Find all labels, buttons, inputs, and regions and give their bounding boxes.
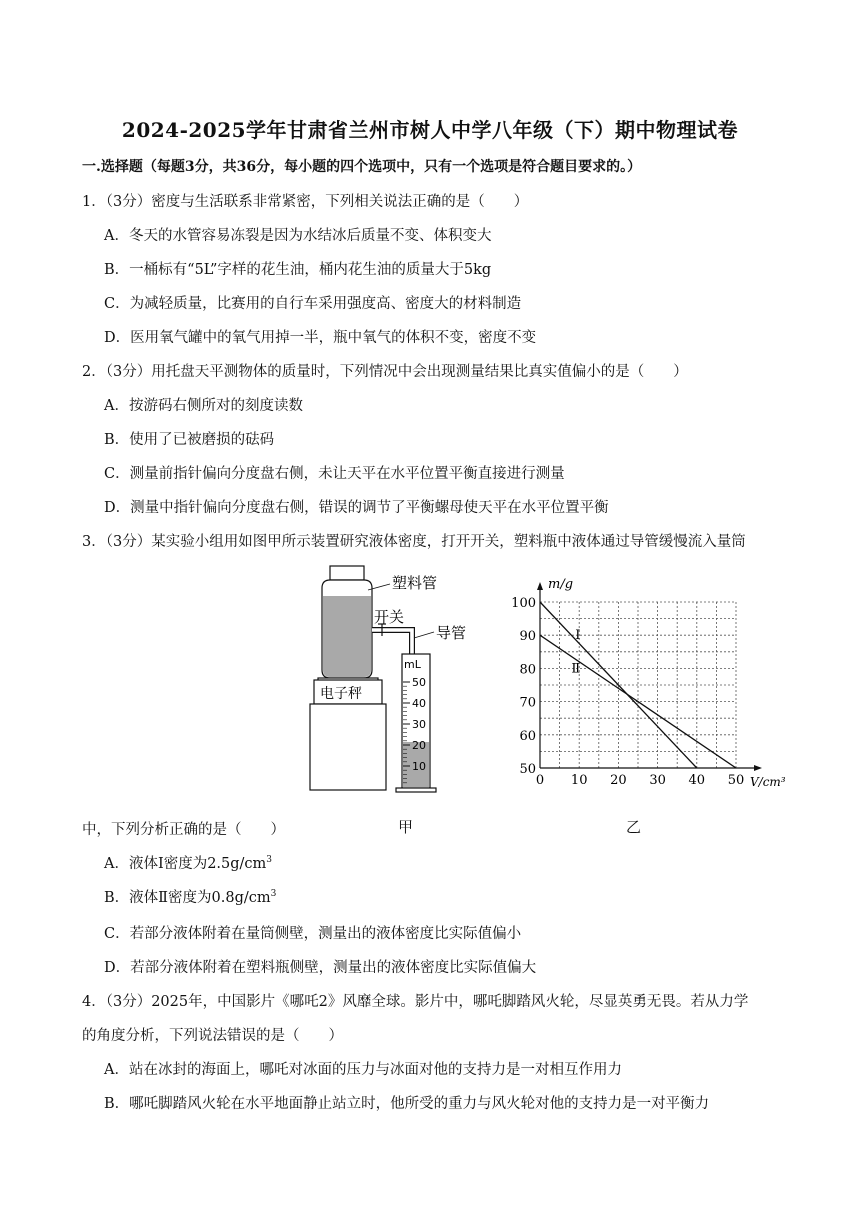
q2-option-d: D．测量中指针偏向分度盘右侧，错误的调节了平衡螺母使天平在水平位置平衡 [104, 500, 609, 516]
page-title: 2024-2025学年甘肃省兰州市树人中学八年级（下）期中物理试卷 [121, 118, 739, 142]
q4-option-a: A．站在冰封的海面上，哪吒对冰面的压力与冰面对他的支持力是一对相互作用力 [104, 1062, 622, 1078]
bottle-neck [330, 566, 364, 580]
caption-jia: 甲 [398, 818, 414, 836]
series-label-2: Ⅱ [571, 661, 581, 677]
x-axis-label: V/cm³ [750, 775, 786, 789]
q2-option-c: C．测量前指针偏向分度盘右侧，未让天平在水平位置平衡直接进行测量 [104, 466, 565, 482]
q3-option-a: A．液体Ⅰ密度为$2.5g/cm^3$ [104, 855, 273, 872]
q1-option-a: A．冬天的水管容易冻裂是因为水结冰后质量不变、体积变大 [104, 228, 492, 244]
label-switch: 开关 [374, 608, 405, 626]
label-bottle: 塑料管 [392, 574, 438, 592]
bottle-liquid [323, 596, 371, 677]
x-tick-label: 10 [570, 773, 588, 788]
question-4-stem: 4．（3分）2025年，中国影片《哪吒2》风靡全球。影片中，哪吒脚踏风火轮，尽显英勇无畏。若从力学 [82, 994, 749, 1010]
cylinder-tick-label: 10 [412, 760, 426, 773]
y-tick-label: 70 [519, 695, 536, 711]
cylinder-tick-label: 40 [412, 697, 426, 710]
x-tick-label: 30 [649, 773, 666, 788]
q1-option-c: C．为减轻质量，比赛用的自行车采用强度高、密度大的材料制造 [104, 296, 522, 312]
guide-tube [372, 630, 412, 654]
caption-yi: 乙 [626, 818, 642, 836]
y-tick-label: 80 [519, 662, 536, 678]
y-axis-label: m/g [548, 577, 574, 592]
figure-yi-chart [508, 568, 786, 800]
y-tick-label: 50 [519, 762, 536, 777]
y-tick-label: 100 [511, 596, 536, 611]
superscript-3: 3 [270, 889, 277, 900]
cylinder-tick-label: 50 [412, 676, 426, 689]
y-tick-label: 90 [519, 629, 536, 645]
cylinder-unit: mL [404, 658, 421, 671]
question-4-stem-continued: 的角度分析，下列说法错误的是（ ） [82, 1028, 343, 1044]
question-2-stem: 2．（3分）用托盘天平测物体的质量时，下列情况中会出现测量结果比真实值偏小的是（ ） [82, 364, 688, 380]
q4-option-b: B．哪吒脚踏风火轮在水平地面静止站立时，他所受的重力与风火轮对他的支持力是一对平衡力 [104, 1096, 710, 1112]
label-scale: 电子秤 [320, 686, 362, 702]
q3-option-b: B．液体Ⅱ密度为$0.8g/cm^3$ [104, 889, 277, 906]
x-axis-arrow [754, 765, 762, 771]
figure-jia-apparatus [300, 562, 470, 852]
x-tick-label: 50 [727, 773, 745, 788]
q2-option-a: A．按游码右侧所对的刻度读数 [104, 398, 303, 414]
section-heading: 一.选择题（每题3分，共36分，每小题的四个选项中，只有一个选项是符合题目要求的。） [82, 159, 642, 175]
superscript-3: 3 [266, 855, 273, 866]
cylinder-tick-label: 30 [412, 718, 426, 731]
question-3-stem: 3．（3分）某实验小组用如图甲所示装置研究液体密度，打开开关，塑料瓶中液体通过导管缓慢流入量筒 [82, 534, 746, 550]
series-label-1: Ⅰ [575, 628, 581, 644]
x-tick-label: 20 [610, 773, 627, 788]
question-3-stem-continued: 中，下列分析正确的是（ ） [82, 822, 285, 838]
x-tick-label: 0 [535, 773, 545, 788]
q3-option-c: C．若部分液体附着在量筒侧壁，测量出的液体密度比实际值偏小 [104, 926, 522, 942]
q2-option-b: B．使用了已被磨损的砝码 [104, 432, 275, 448]
cylinder-tick-label: 20 [412, 739, 426, 752]
stand [310, 704, 386, 790]
y-tick-label: 60 [519, 728, 536, 744]
y-axis-arrow [537, 582, 543, 590]
q1-option-b: B．一桶标有“5L”字样的花生油，桶内花生油的质量大于5kg [104, 262, 492, 278]
q1-option-d: D．医用氧气罐中的氧气用掉一半，瓶中氧气的体积不变，密度不变 [104, 330, 537, 346]
x-tick-label: 40 [688, 773, 706, 788]
label-tube: 导管 [436, 624, 467, 642]
q3-option-d: D．若部分液体附着在塑料瓶侧壁，测量出的液体密度比实际值偏大 [104, 960, 537, 976]
question-1-stem: 1．（3分）密度与生活联系非常紧密，下列相关说法正确的是（ ） [82, 194, 529, 210]
